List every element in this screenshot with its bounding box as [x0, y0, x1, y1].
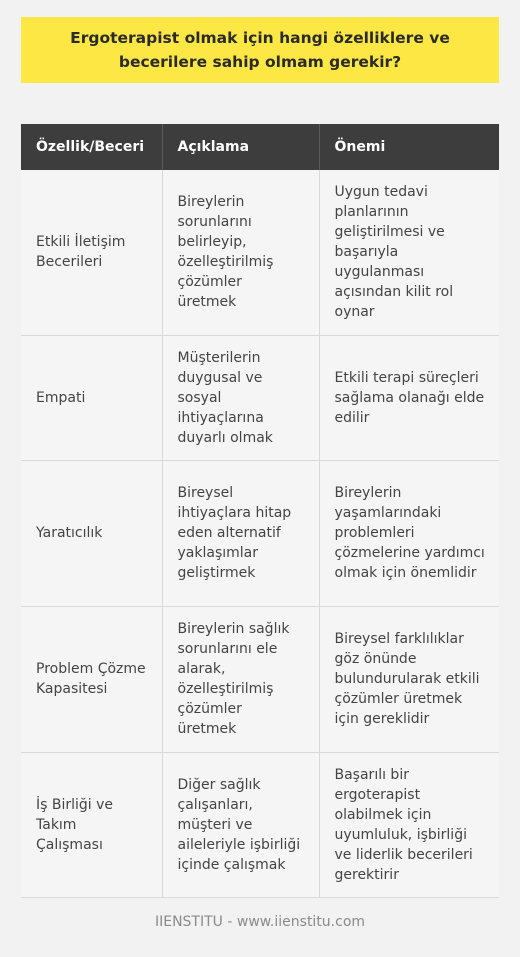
cell-description: Diğer sağlık çalışanları, müşteri ve aileleriyle işbirliği içinde çalışmak: [162, 752, 319, 897]
skills-table: [21, 124, 499, 898]
cell-description: Müşterilerin duygusal ve sosyal ihtiyaçlarına duyarlı olmak: [162, 335, 319, 460]
cell-importance: Etkili terapi süreçleri sağlama olanağı elde edilir: [319, 335, 499, 460]
table-body: [21, 170, 499, 897]
cell-skill: Yaratıcılık: [21, 460, 162, 606]
cell-description: Bireylerin sağlık sorunlarını ele alarak, özelleştirilmiş çözümler üretmek: [162, 606, 319, 752]
cell-importance: Bireysel farklılıklar göz önünde bulundurularak etkili çözümler üretmek için gereklidir: [319, 606, 499, 752]
table-row: [21, 335, 499, 460]
header-skill: Özellik/Beceri: [21, 124, 162, 170]
cell-importance: Uygun tedavi planlarının geliştirilmesi ve başarıyla uygulanması açısından kilit rol oynar: [319, 170, 499, 335]
cell-importance: Bireylerin yaşamlarındaki problemleri çözmelerine yardımcı olmak için önemlidir: [319, 460, 499, 606]
header-importance: Önemi: [319, 124, 499, 170]
table-row: [21, 606, 499, 752]
footer-credit: IIENSTITU - www.iienstitu.com: [154, 914, 366, 930]
table-row: [21, 752, 499, 897]
table-header: [21, 124, 499, 170]
page-title: Ergoterapist olmak için hangi özelliklere ve becerilere sahip olmam gerekir?: [70, 29, 450, 71]
table-row: [21, 460, 499, 606]
cell-description: Bireylerin sorunlarını belirleyip, özelleştirilmiş çözümler üretmek: [162, 170, 319, 335]
title-banner: [21, 17, 499, 83]
cell-skill: Empati: [21, 335, 162, 460]
cell-skill: Etkili İletişim Becerileri: [21, 170, 162, 335]
cell-description: Bireysel ihtiyaçlara hitap eden alternatif yaklaşımlar geliştirmek: [162, 460, 319, 606]
cell-skill: Problem Çözme Kapasitesi: [21, 606, 162, 752]
header-description: Açıklama: [162, 124, 319, 170]
cell-importance: Başarılı bir ergoterapist olabilmek için uyumluluk, işbirliği ve liderlik becerileri gerektirir: [319, 752, 499, 897]
cell-skill: İş Birliği ve Takım Çalışması: [21, 752, 162, 897]
header-row: [21, 124, 499, 170]
table-row: [21, 170, 499, 335]
